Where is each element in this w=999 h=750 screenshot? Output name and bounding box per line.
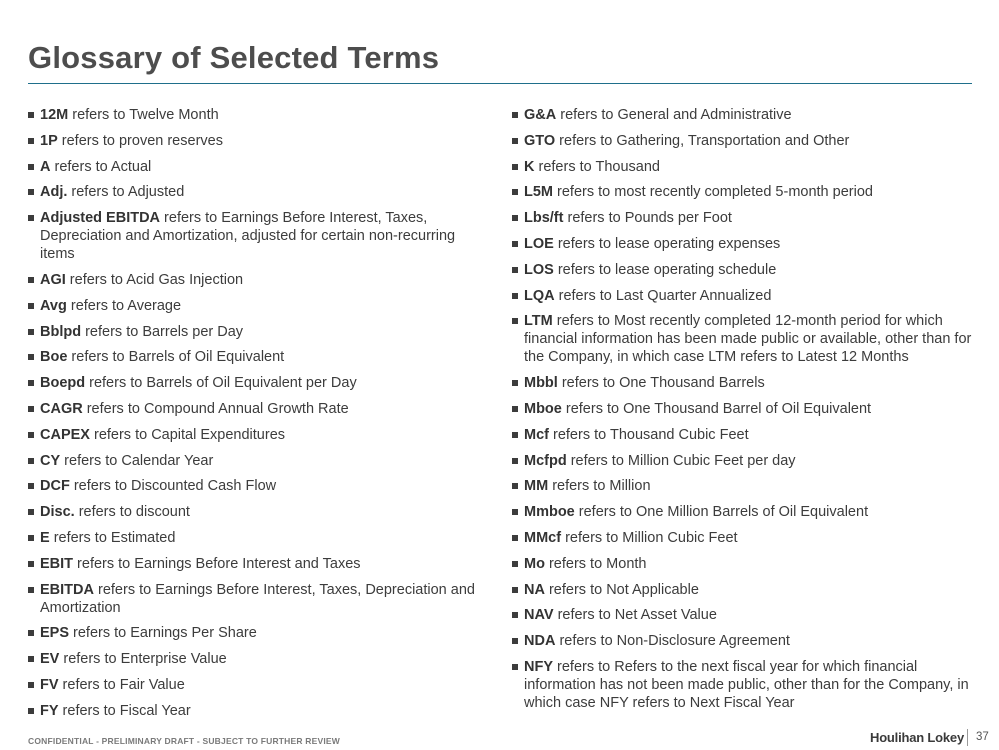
square-bullet-icon <box>28 561 34 567</box>
glossary-definition: refers to Month <box>544 555 647 572</box>
square-bullet-icon <box>512 638 518 644</box>
glossary-definition: refers to most recently completed 5-month period <box>553 184 873 201</box>
glossary-term: AGI <box>40 271 66 288</box>
page-title: Glossary of Selected Terms <box>28 40 440 75</box>
square-bullet-icon <box>512 318 518 324</box>
glossary-definition: refers to Million Cubic Feet <box>561 529 738 546</box>
glossary-definition: refers to Earnings Before Interest, Taxes, Depreciation and Amortization <box>40 581 475 616</box>
glossary-item <box>28 400 488 418</box>
glossary-term: Mcfpd <box>524 452 567 469</box>
glossary-term: GTO <box>524 132 556 149</box>
glossary-term: K <box>524 158 535 175</box>
glossary-definition: refers to Earnings Before Interest and Taxes <box>73 555 361 572</box>
glossary-term: FV <box>40 676 59 693</box>
glossary-item <box>512 426 982 444</box>
square-bullet-icon <box>28 303 34 309</box>
square-bullet-icon <box>512 189 518 195</box>
glossary-term: LTM <box>524 313 553 330</box>
glossary-term: Avg <box>40 297 67 314</box>
glossary-definition: refers to Enterprise Value <box>59 651 227 668</box>
glossary-term: Mboe <box>524 400 562 417</box>
glossary-definition: refers to Barrels of Oil Equivalent per Day <box>85 375 357 392</box>
glossary-item <box>28 297 488 315</box>
glossary-definition: refers to One Thousand Barrels <box>557 375 765 392</box>
glossary-definition: refers to Gathering, Transportation and Other <box>555 132 850 149</box>
glossary-term: Boepd <box>40 375 86 392</box>
glossary-item <box>512 235 982 253</box>
glossary-item <box>512 209 982 227</box>
square-bullet-icon <box>28 682 34 688</box>
square-bullet-icon <box>512 432 518 438</box>
square-bullet-icon <box>28 215 34 221</box>
glossary-term: NFY <box>524 658 553 675</box>
title-divider <box>28 83 972 84</box>
glossary-term: DCF <box>40 478 70 495</box>
square-bullet-icon <box>512 164 518 170</box>
glossary-definition: refers to Last Quarter Annualized <box>554 287 772 304</box>
glossary-definition: refers to Million <box>548 478 651 495</box>
glossary-item <box>28 676 488 694</box>
glossary-definition: refers to Not Applicable <box>544 581 699 598</box>
glossary-definition: refers to Net Asset Value <box>553 607 717 624</box>
glossary-definition: refers to Compound Annual Growth Rate <box>82 400 349 417</box>
glossary-definition: refers to lease operating schedule <box>553 261 777 278</box>
square-bullet-icon <box>512 138 518 144</box>
glossary-term: Mmboe <box>524 504 575 521</box>
footer-divider <box>967 729 968 746</box>
glossary-term: L5M <box>524 184 553 201</box>
glossary-term: Adjusted EBITDA <box>40 210 161 227</box>
glossary-term: Bblpd <box>40 323 82 340</box>
glossary-term: CAPEX <box>40 426 90 443</box>
glossary-term: Boe <box>40 349 68 366</box>
glossary-term: Mbbl <box>524 375 558 392</box>
glossary-item <box>512 400 982 418</box>
glossary-item <box>28 555 488 573</box>
square-bullet-icon <box>28 708 34 714</box>
square-bullet-icon <box>512 267 518 273</box>
glossary-item <box>512 658 982 712</box>
glossary-column-right <box>512 106 982 720</box>
square-bullet-icon <box>512 380 518 386</box>
glossary-definition: refers to Adjusted <box>67 184 185 201</box>
square-bullet-icon <box>512 215 518 221</box>
glossary-item <box>28 650 488 668</box>
glossary-definition: refers to Estimated <box>49 529 176 546</box>
square-bullet-icon <box>512 612 518 618</box>
square-bullet-icon <box>512 587 518 593</box>
glossary-definition: refers to Capital Expenditures <box>89 426 286 443</box>
square-bullet-icon <box>512 458 518 464</box>
glossary-definition: refers to Barrels of Oil Equivalent <box>67 349 285 366</box>
glossary-item <box>512 183 982 201</box>
glossary-item <box>512 503 982 521</box>
glossary-item <box>28 106 488 124</box>
glossary-item <box>512 261 982 279</box>
square-bullet-icon <box>28 164 34 170</box>
square-bullet-icon <box>28 189 34 195</box>
glossary-item <box>28 271 488 289</box>
square-bullet-icon <box>28 509 34 515</box>
square-bullet-icon <box>28 329 34 335</box>
glossary-term: MMcf <box>524 529 562 546</box>
glossary-item <box>28 158 488 176</box>
glossary-definition: refers to Thousand Cubic Feet <box>548 426 749 443</box>
square-bullet-icon <box>28 587 34 593</box>
square-bullet-icon <box>28 277 34 283</box>
glossary-item <box>28 183 488 201</box>
glossary-term: NDA <box>524 633 556 650</box>
glossary-definition: refers to Million Cubic Feet per day <box>566 452 796 469</box>
glossary-term: LOS <box>524 261 554 278</box>
square-bullet-icon <box>512 112 518 118</box>
glossary-definition: refers to Most recently completed 12-month period for which financial information has been made public or available, other than for the Company, in which case LTM refers to Latest 12 Months <box>524 313 972 366</box>
square-bullet-icon <box>512 664 518 670</box>
glossary-item <box>28 132 488 150</box>
glossary-definition: refers to Earnings Per Share <box>69 625 257 642</box>
glossary-definition: refers to Calendar Year <box>60 452 214 469</box>
glossary-term: LOE <box>524 235 554 252</box>
glossary-definition: refers to Earnings Before Interest, Taxes, Depreciation and Amortization, adjusted for certain non-recurring items <box>40 210 456 263</box>
square-bullet-icon <box>28 380 34 386</box>
glossary-term: 12M <box>40 107 69 123</box>
glossary-term: EV <box>40 651 60 668</box>
glossary-item <box>512 374 982 392</box>
glossary-term: A <box>40 158 51 175</box>
glossary-term: Disc. <box>40 504 75 521</box>
glossary-term: CAGR <box>40 400 83 417</box>
glossary-definition: refers to discount <box>74 504 190 521</box>
glossary-definition: refers to Average <box>66 297 182 314</box>
glossary-item <box>512 287 982 305</box>
square-bullet-icon <box>28 406 34 412</box>
glossary-item <box>28 477 488 495</box>
glossary-item <box>512 106 982 124</box>
glossary-term: E <box>40 529 50 546</box>
square-bullet-icon <box>28 656 34 662</box>
glossary-definition: refers to Acid Gas Injection <box>65 271 244 288</box>
glossary-item <box>512 312 982 366</box>
glossary-term: MM <box>524 478 549 495</box>
glossary-term: EBITDA <box>40 581 94 598</box>
square-bullet-icon <box>512 535 518 541</box>
square-bullet-icon <box>28 630 34 636</box>
confidential-footer: CONFIDENTIAL - PRELIMINARY DRAFT - SUBJECT TO FURTHER REVIEW <box>28 736 341 746</box>
glossary-item <box>512 632 982 650</box>
glossary-item <box>28 503 488 521</box>
square-bullet-icon <box>512 509 518 515</box>
brand-logo: Houlihan Lokey <box>870 730 964 745</box>
glossary-term: 1P <box>40 132 58 149</box>
glossary-term: Mo <box>524 555 545 572</box>
glossary-item <box>28 529 488 547</box>
square-bullet-icon <box>512 241 518 247</box>
glossary-item <box>28 581 488 617</box>
glossary-item <box>28 323 488 341</box>
glossary-item <box>512 477 982 495</box>
square-bullet-icon <box>28 138 34 144</box>
glossary-definition: refers to Refers to the next fiscal year for which financial information has not been made public, other than for the Company, in which case NFY refers to Next Fiscal Year <box>524 658 969 711</box>
glossary-term: EPS <box>40 625 70 642</box>
square-bullet-icon <box>512 406 518 412</box>
square-bullet-icon <box>28 535 34 541</box>
glossary-item <box>512 555 982 573</box>
glossary-definition: refers to Discounted Cash Flow <box>69 478 277 495</box>
glossary-term: Mcf <box>524 426 549 443</box>
glossary-item <box>28 452 488 470</box>
glossary-definition: refers to Twelve Month <box>68 107 219 123</box>
glossary-definition: refers to Actual <box>50 158 152 175</box>
square-bullet-icon <box>28 354 34 360</box>
glossary-definition: refers to One Thousand Barrel of Oil Equivalent <box>561 400 872 417</box>
glossary-definition: refers to One Million Barrels of Oil Equivalent <box>574 504 869 521</box>
square-bullet-icon <box>28 112 34 118</box>
square-bullet-icon <box>512 483 518 489</box>
glossary-term: CY <box>40 452 61 469</box>
glossary-definition: refers to Non-Disclosure Agreement <box>555 633 790 650</box>
glossary-definition: refers to Fair Value <box>58 676 185 693</box>
glossary-definition: refers to Fiscal Year <box>58 702 191 719</box>
square-bullet-icon <box>512 561 518 567</box>
glossary-term: Lbs/ft <box>524 210 564 227</box>
glossary-item <box>28 426 488 444</box>
glossary-item <box>512 158 982 176</box>
glossary-term: NA <box>524 581 545 598</box>
glossary-item <box>512 606 982 624</box>
glossary-column-left <box>28 106 488 728</box>
square-bullet-icon <box>28 458 34 464</box>
glossary-term: Adj. <box>40 184 68 201</box>
glossary-definition: refers to lease operating expenses <box>553 235 781 252</box>
glossary-term: EBIT <box>40 555 74 572</box>
glossary-item <box>512 529 982 547</box>
glossary-term: NAV <box>524 607 554 624</box>
glossary-item <box>512 581 982 599</box>
glossary-item <box>28 348 488 366</box>
glossary-item <box>28 702 488 720</box>
square-bullet-icon <box>28 432 34 438</box>
glossary-term: LQA <box>524 287 555 304</box>
square-bullet-icon <box>512 293 518 299</box>
page-number: 37 <box>976 731 989 743</box>
glossary-term: FY <box>40 702 59 719</box>
glossary-item <box>512 132 982 150</box>
glossary-definition: refers to proven reserves <box>57 132 223 149</box>
glossary-definition: refers to Barrels per Day <box>81 323 244 340</box>
glossary-term: G&A <box>524 107 557 123</box>
glossary-definition: refers to Thousand <box>534 158 660 175</box>
glossary-item <box>28 624 488 642</box>
glossary-item <box>28 209 488 263</box>
glossary-definition: refers to General and Administrative <box>556 107 792 123</box>
glossary-definition: refers to Pounds per Foot <box>563 210 732 227</box>
glossary-item <box>28 374 488 392</box>
glossary-item <box>512 452 982 470</box>
square-bullet-icon <box>28 483 34 489</box>
